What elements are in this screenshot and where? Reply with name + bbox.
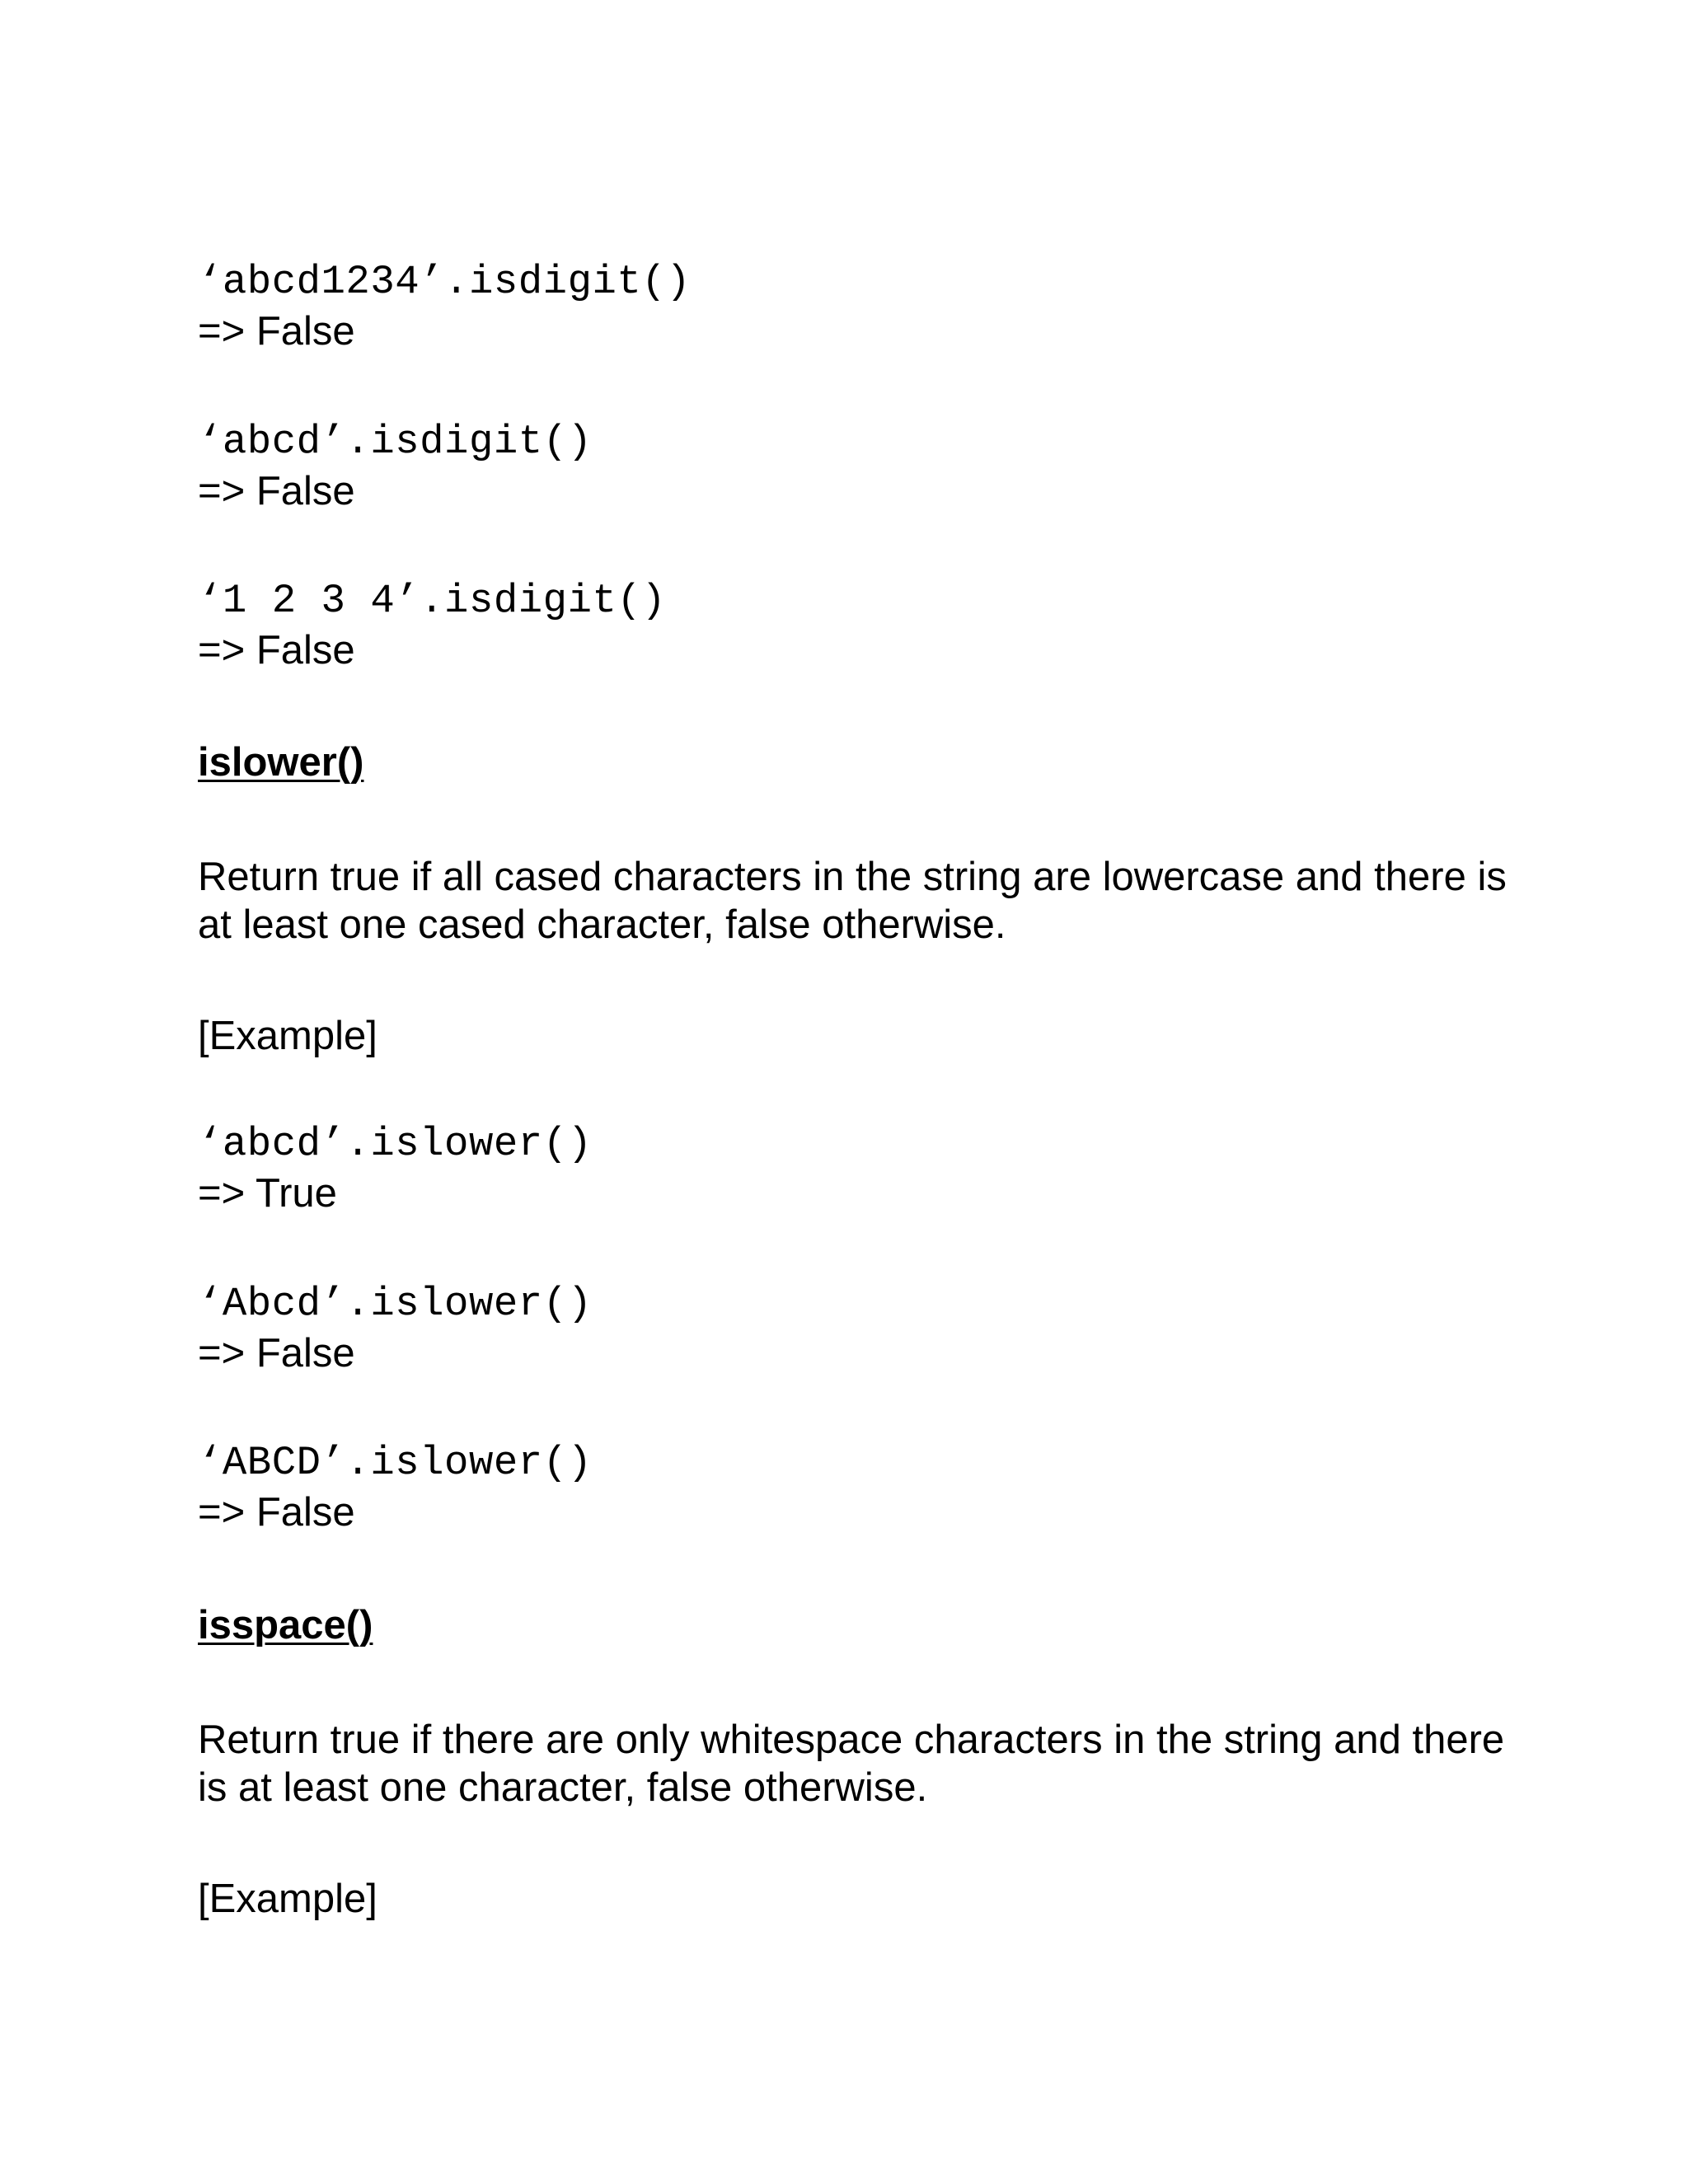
islower-example-2 — [198, 1279, 1517, 1378]
islower-example-3 — [198, 1438, 1517, 1537]
result-line: => False — [198, 628, 355, 673]
code-line: ‘1 2 3 4’.isdigit() — [198, 578, 667, 624]
code-line: ‘ABCD’.islower() — [198, 1440, 593, 1486]
isdigit-example-1 — [198, 257, 1517, 356]
code-line: ‘abcd’.isdigit() — [198, 419, 593, 465]
code-line: ‘abcd1234’.isdigit() — [198, 259, 692, 305]
isspace-example-label: [Example] — [198, 1877, 377, 1921]
code-line: ‘abcd’.islower() — [198, 1121, 593, 1167]
code-line: ‘Abcd’.islower() — [198, 1281, 593, 1327]
islower-heading: islower() — [198, 740, 364, 785]
result-line: => False — [198, 1490, 355, 1535]
isdigit-example-2 — [198, 417, 1517, 516]
result-line: => False — [198, 1331, 355, 1376]
isdigit-example-3 — [198, 576, 1517, 675]
isspace-heading: isspace() — [198, 1603, 373, 1647]
result-line: => False — [198, 469, 355, 513]
result-line: => True — [198, 1171, 337, 1216]
islower-example-label: [Example] — [198, 1014, 377, 1058]
isspace-description: Return true if there are only whitespace characters in the string and there is at least one character, false otherwise. — [198, 1718, 1505, 1810]
result-line: => False — [198, 309, 355, 354]
islower-description: Return true if all cased characters in the string are lowercase and there is at least one cased character, false otherwise. — [198, 855, 1507, 947]
islower-example-1 — [198, 1119, 1517, 1218]
